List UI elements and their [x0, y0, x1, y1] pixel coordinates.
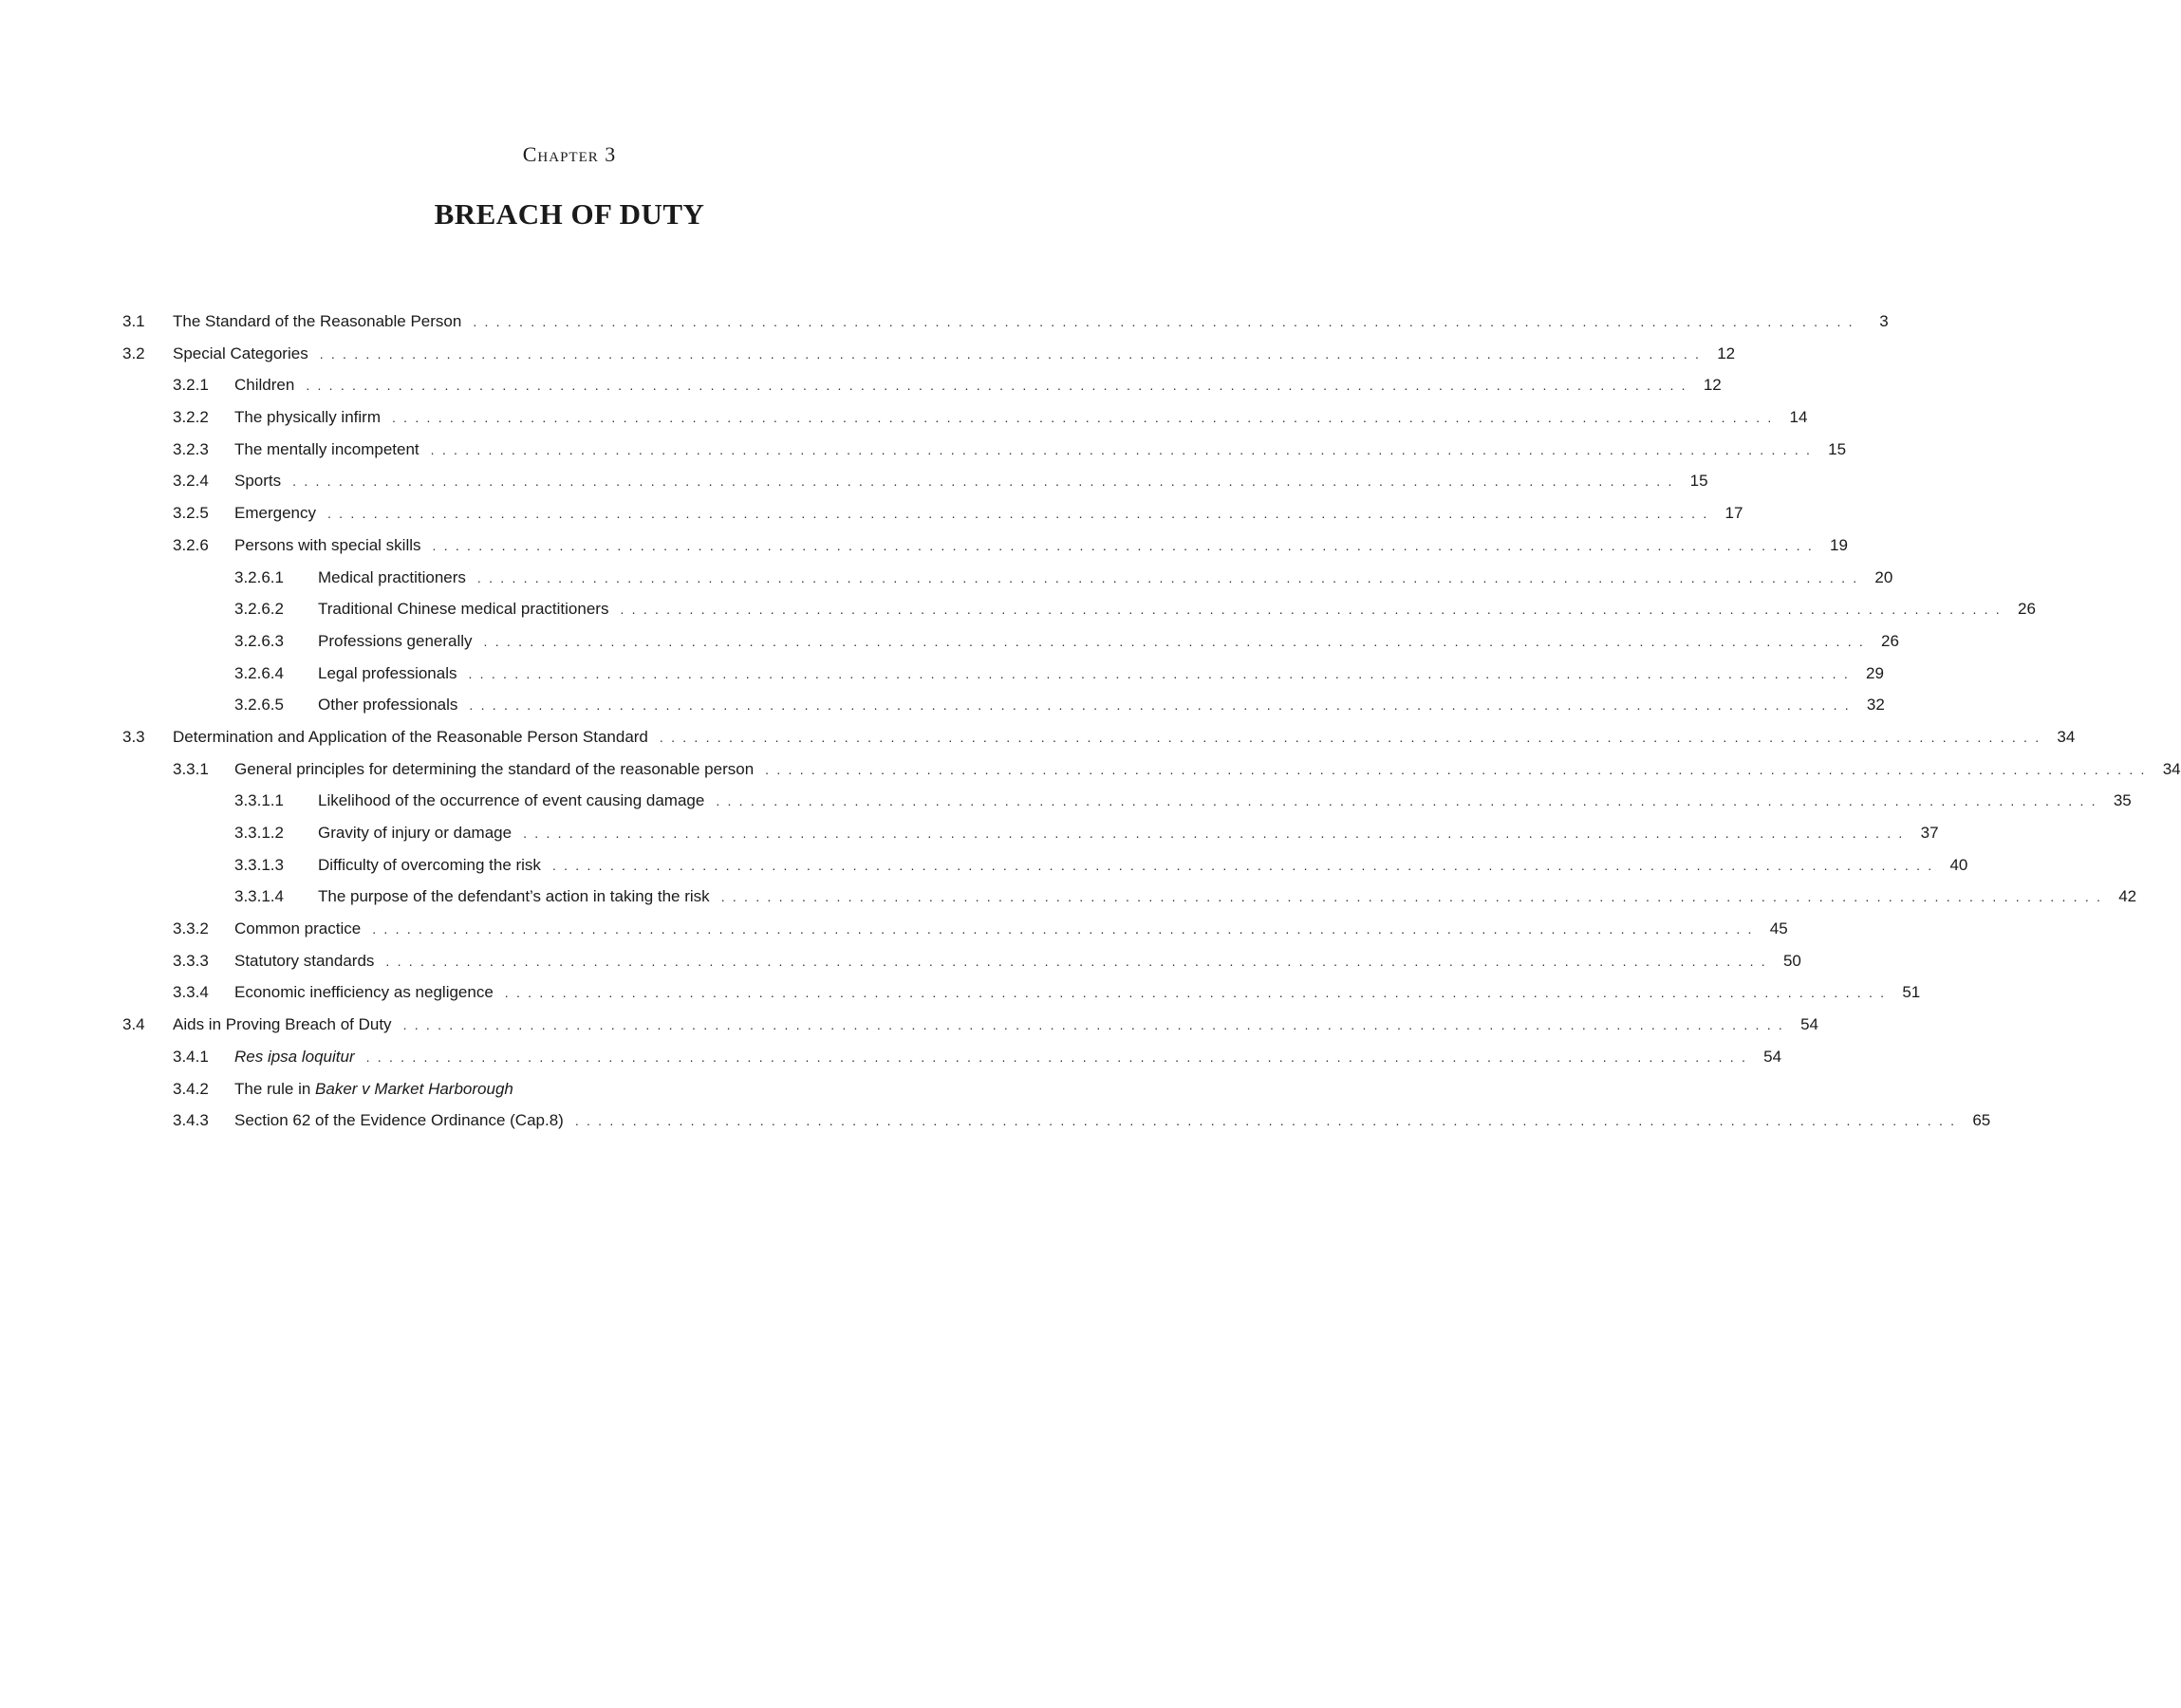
- toc-entry-page: 15: [1828, 439, 1847, 458]
- toc-entry-number: 3.3.2: [173, 919, 209, 938]
- toc-entry[interactable]: [122, 849, 1968, 882]
- toc-dot-leader: . . . . . . . . . . . . . . . . . . . . . . . . . . . . . . . . . . . . . . . . . . . . . . . . . . . . . . . . . . . . . . . . . . . . . . . . . . . . . . . . . . . . . . . . . . . . . . . . . . . . . . . . . . . . . . . . . . . . . . . .: [473, 314, 1855, 329]
- toc-entry-page: 14: [1789, 408, 1808, 427]
- toc-dot-leader: . . . . . . . . . . . . . . . . . . . . . . . . . . . . . . . . . . . . . . . . . . . . . . . . . . . . . . . . . . . . . . . . . . . . . . . . . . . . . . . . . . . . . . . . . . . . . . . . . . . . . . . . . . . . . . . . . . . . . . . .: [523, 826, 1905, 841]
- toc-entry-page: 35: [2113, 791, 2132, 810]
- toc-entry[interactable]: [122, 529, 1848, 562]
- toc-dot-leader: . . . . . . . . . . . . . . . . . . . . . . . . . . . . . . . . . . . . . . . . . . . . . . . . . . . . . . . . . . . . . . . . . . . . . . . . . . . . . . . . . . . . . . . . . . . . . . . . . . . . . . . . . . . . . . . . . . . . . . . .: [306, 378, 1687, 394]
- toc-dot-leader: . . . . . . . . . . . . . . . . . . . . . . . . . . . . . . . . . . . . . . . . . . . . . . . . . . . . . . . . . . . . . . . . . . . . . . . . . . . . . . . . . . . . . . . . . . . . . . . . . . . . . . . . . . . . . . . . . . . . . . . .: [365, 1049, 1748, 1065]
- toc-entry-page: 54: [1800, 1015, 1818, 1034]
- toc-entry-title: Determination and Application of the Reasonable Person Standard: [173, 727, 648, 746]
- toc-dot-leader: . . . . . . . . . . . . . . . . . . . . . . . . . . . . . . . . . . . . . . . . . . . . . . . . . . . . . . . . . . . . . . . . . . . . . . . . . . . . . . . . . . . . . . . . . . . . . . . . . . . . . . . . . . . . . . . . . . . . . . . .: [402, 1017, 1784, 1033]
- toc-dot-leader: . . . . . . . . . . . . . . . . . . . . . . . . . . . . . . . . . . . . . . . . . . . . . . . . . . . . . . . . . . . . . . . . . . . . . . . . . . . . . . . . . . . . . . . . . . . . . . . . . . . . . . . . . . . . . . . . . . . . . . . .: [469, 697, 1851, 714]
- toc-entry-page: 15: [1689, 472, 1708, 491]
- toc-entry[interactable]: [122, 976, 1921, 1009]
- toc-entry-page: 65: [1972, 1111, 1991, 1130]
- toc-entry-page: 40: [1949, 855, 1968, 874]
- toc-entry[interactable]: [122, 1073, 1007, 1105]
- toc-entry-title: Persons with special skills: [234, 535, 421, 554]
- toc-dot-leader: . . . . . . . . . . . . . . . . . . . . . . . . . . . . . . . . . . . . . . . . . . . . . . . . . . . . . . . . . . . . . . . . . . . . . . . . . . . . . . . . . . . . . . . . . . . . . . . . . . . . . . . . . . . . . . . . . . . . . . . .: [476, 569, 1859, 585]
- toc-entry-title: Statutory standards: [234, 951, 375, 970]
- toc-dot-leader: . . . . . . . . . . . . . . . . . . . . . . . . . . . . . . . . . . . . . . . . . . . . . . . . . . . . . . . . . . . . . . . . . . . . . . . . . . . . . . . . . . . . . . . . . . . . . . . . . . . . . . . . . . . . . . . . . . . . . . . .: [292, 473, 1674, 490]
- toc-entry-number: 3.1: [122, 312, 145, 330]
- toc-entry-page: 45: [1769, 919, 1788, 938]
- toc-entry-number: 3.2.3: [173, 439, 209, 458]
- toc-entry[interactable]: [122, 1009, 1818, 1041]
- toc-entry-title: Gravity of injury or damage: [318, 824, 513, 842]
- toc-entry-number: 3.2: [122, 343, 145, 362]
- toc-entry-number: 3.4.2: [173, 1079, 209, 1098]
- toc-entry[interactable]: [122, 881, 2137, 913]
- toc-entry-number: 3.2.6.2: [234, 600, 284, 619]
- chapter-label: Chapter 3: [522, 142, 617, 166]
- toc-entry-title: Legal professionals: [318, 663, 457, 682]
- toc-entry[interactable]: [122, 913, 1788, 945]
- toc-entry-number: 3.2.5: [173, 504, 209, 523]
- table-of-contents: [122, 306, 2181, 1137]
- toc-dot-leader: . . . . . . . . . . . . . . . . . . . . . . . . . . . . . . . . . . . . . . . . . . . . . . . . . . . . . . . . . . . . . . . . . . . . . . . . . . . . . . . . . . . . . . . . . . . . . . . . . . . . . . . . . . . . . . . . . . . . . . . .: [765, 761, 2147, 777]
- toc-entry-title: Traditional Chinese medical practitioners: [318, 600, 609, 619]
- toc-entry-page: 29: [1866, 663, 1884, 682]
- toc-entry[interactable]: [122, 625, 1899, 658]
- toc-entry[interactable]: [122, 1105, 1991, 1137]
- toc-entry-title: The rule in Baker v Market Harborough: [234, 1079, 513, 1098]
- toc-entry-page: 12: [1703, 376, 1722, 395]
- toc-entry[interactable]: [122, 497, 1743, 529]
- toc-entry-number: 3.2.6.3: [234, 631, 284, 650]
- toc-entry[interactable]: [122, 753, 2181, 786]
- toc-entry-title: The mentally incompetent: [234, 439, 419, 458]
- toc-dot-leader: . . . . . . . . . . . . . . . . . . . . . . . . . . . . . . . . . . . . . . . . . . . . . . . . . . . . . . . . . . . . . . . . . . . . . . . . . . . . . . . . . . . . . . . . . . . . . . . . . . . . . . . . . . . . . . . . . . . . . . . .: [504, 985, 1887, 1001]
- toc-entry-number: 3.2.6.5: [234, 696, 284, 715]
- toc-dot-leader: . . . . . . . . . . . . . . . . . . . . . . . . . . . . . . . . . . . . . . . . . . . . . . . . . . . . . . . . . . . . . . . . . . . . . . . . . . . . . . . . . . . . . . . . . . . . . . . . . . . . . . . . . . . . . . . . . . . . . . . .: [392, 410, 1774, 426]
- toc-entry-page: 12: [1717, 343, 1736, 362]
- toc-entry-title: Sports: [234, 472, 282, 491]
- chapter-title: BREACH OF DUTY: [434, 197, 705, 231]
- toc-entry[interactable]: [122, 1041, 1782, 1073]
- toc-entry-number: 3.3.4: [173, 983, 209, 1002]
- toc-entry-page: 17: [1724, 504, 1743, 523]
- toc-entry-page: 51: [1902, 983, 1921, 1002]
- toc-entry[interactable]: [122, 338, 1736, 370]
- toc-entry-number: 3.2.6.1: [234, 567, 284, 586]
- toc-entry[interactable]: [122, 593, 2036, 625]
- toc-entry-title: Res ipsa loquitur: [234, 1047, 355, 1066]
- toc-entry-page: 34: [2057, 727, 2076, 746]
- toc-entry-title: Emergency: [234, 504, 316, 523]
- toc-dot-leader: . . . . . . . . . . . . . . . . . . . . . . . . . . . . . . . . . . . . . . . . . . . . . . . . . . . . . . . . . . . . . . . . . . . . . . . . . . . . . . . . . . . . . . . . . . . . . . . . . . . . . . . . . . . . . . . . . . . . . . . .: [430, 441, 1813, 457]
- toc-entry-page: 32: [1866, 696, 1885, 715]
- toc-entry[interactable]: [122, 658, 1884, 690]
- toc-entry-number: 3.2.6: [173, 535, 209, 554]
- toc-entry-title: The purpose of the defendant’s action in taking the risk: [318, 887, 710, 906]
- toc-entry[interactable]: [122, 817, 1939, 849]
- toc-entry-page: 19: [1830, 535, 1848, 554]
- toc-entry[interactable]: [122, 434, 1847, 466]
- toc-dot-leader: . . . . . . . . . . . . . . . . . . . . . . . . . . . . . . . . . . . . . . . . . . . . . . . . . . . . . . . . . . . . . . . . . . . . . . . . . . . . . . . . . . . . . . . . . . . . . . . . . . . . . . . . . . . . . . . . . . . . . . . .: [574, 1113, 1957, 1129]
- toc-dot-leader: . . . . . . . . . . . . . . . . . . . . . . . . . . . . . . . . . . . . . . . . . . . . . . . . . . . . . . . . . . . . . . . . . . . . . . . . . . . . . . . . . . . . . . . . . . . . . . . . . . . . . . . . . . . . . . . . . . . . . . . .: [326, 506, 1709, 522]
- toc-entry-title: Professions generally: [318, 631, 473, 650]
- toc-entry[interactable]: [122, 689, 1885, 721]
- toc-entry[interactable]: [122, 945, 1801, 977]
- toc-entry-title: Section 62 of the Evidence Ordinance (Cap.8): [234, 1111, 564, 1130]
- toc-entry-page: 37: [1920, 824, 1939, 842]
- toc-entry-title: Likelihood of the occurrence of event causing damage: [318, 791, 705, 810]
- toc-dot-leader: . . . . . . . . . . . . . . . . . . . . . . . . . . . . . . . . . . . . . . . . . . . . . . . . . . . . . . . . . . . . . . . . . . . . . . . . . . . . . . . . . . . . . . . . . . . . . . . . . . . . . . . . . . . . . . . . . . . . . . . .: [483, 633, 1865, 649]
- toc-entry-page: 3: [1879, 312, 1889, 330]
- toc-entry-title: Children: [234, 376, 295, 395]
- toc-dot-leader: . . . . . . . . . . . . . . . . . . . . . . . . . . . . . . . . . . . . . . . . . . . . . . . . . . . . . . . . . . . . . . . . . . . . . . . . . . . . . . . . . . . . . . . . . . . . . . . . . . . . . . . . . . . . . . . . . . . . . . . .: [432, 537, 1814, 553]
- toc-dot-leader: . . . . . . . . . . . . . . . . . . . . . . . . . . . . . . . . . . . . . . . . . . . . . . . . . . . . . . . . . . . . . . . . . . . . . . . . . . . . . . . . . . . . . . . . . . . . . . . . . . . . . . . . . . . . . . . . . . . . . . . .: [372, 921, 1754, 938]
- toc-entry-number: 3.4: [122, 1015, 145, 1034]
- toc-entry-number: 3.3.1.3: [234, 855, 284, 874]
- toc-dot-leader: . . . . . . . . . . . . . . . . . . . . . . . . . . . . . . . . . . . . . . . . . . . . . . . . . . . . . . . . . . . . . . . . . . . . . . . . . . . . . . . . . . . . . . . . . . . . . . . . . . . . . . . . . . . . . . . . . . . . . . . .: [319, 345, 1702, 362]
- toc-dot-leader: . . . . . . . . . . . . . . . . . . . . . . . . . . . . . . . . . . . . . . . . . . . . . . . . . . . . . . . . . . . . . . . . . . . . . . . . . . . . . . . . . . . . . . . . . . . . . . . . . . . . . . . . . . . . . . . . . . . . . . . .: [620, 602, 2002, 618]
- toc-entry-page: 26: [1881, 631, 1899, 650]
- toc-entry[interactable]: [122, 369, 1722, 401]
- toc-entry-page: 26: [2017, 600, 2036, 619]
- toc-entry-title: Special Categories: [173, 343, 308, 362]
- toc-entry-number: 3.2.6.4: [234, 663, 284, 682]
- toc-entry-page: 34: [2162, 759, 2181, 778]
- toc-entry[interactable]: [122, 401, 1808, 434]
- toc-entry-number: 3.3.1.2: [234, 824, 284, 842]
- toc-dot-leader: . . . . . . . . . . . . . . . . . . . . . . . . . . . . . . . . . . . . . . . . . . . . . . . . . . . . . . . . . . . . . . . . . . . . . . . . . . . . . . . . . . . . . . . . . . . . . . . . . . . . . . . . . . . . . . . . . . . . . . . .: [551, 857, 1934, 873]
- toc-entry-title: The Standard of the Reasonable Person: [173, 312, 462, 330]
- toc-entry[interactable]: [122, 465, 1708, 497]
- toc-entry-number: 3.2.1: [173, 376, 209, 395]
- toc-entry-title: Aids in Proving Breach of Duty: [173, 1015, 392, 1034]
- toc-entry[interactable]: [122, 306, 1889, 338]
- toc-entry-title: General principles for determining the standard of the reasonable person: [234, 759, 755, 778]
- toc-entry-title: Common practice: [234, 919, 362, 938]
- toc-entry-number: 3.3: [122, 727, 145, 746]
- toc-dot-leader: . . . . . . . . . . . . . . . . . . . . . . . . . . . . . . . . . . . . . . . . . . . . . . . . . . . . . . . . . . . . . . . . . . . . . . . . . . . . . . . . . . . . . . . . . . . . . . . . . . . . . . . . . . . . . . . . . . . . . . . .: [720, 889, 2103, 905]
- toc-entry[interactable]: [122, 721, 2076, 753]
- toc-entry-title: Medical practitioners: [318, 567, 466, 586]
- toc-dot-leader: . . . . . . . . . . . . . . . . . . . . . . . . . . . . . . . . . . . . . . . . . . . . . . . . . . . . . . . . . . . . . . . . . . . . . . . . . . . . . . . . . . . . . . . . . . . . . . . . . . . . . . . . . . . . . . . . . . . . . . . .: [468, 665, 1850, 681]
- toc-entry-number: 3.3.1.1: [234, 791, 284, 810]
- toc-entry-page: 20: [1874, 567, 1893, 586]
- toc-entry[interactable]: [122, 785, 2132, 817]
- toc-entry-title: Economic inefficiency as negligence: [234, 983, 494, 1002]
- toc-entry-page: 42: [2118, 887, 2137, 906]
- toc-entry-number: 3.3.1: [173, 759, 209, 778]
- toc-entry-number: 3.3.1.4: [234, 887, 284, 906]
- toc-entry-title: Difficulty of overcoming the risk: [318, 855, 541, 874]
- toc-entry[interactable]: [122, 562, 1893, 594]
- toc-entry-page: 54: [1763, 1047, 1782, 1066]
- toc-entry-title: Other professionals: [318, 696, 458, 715]
- toc-entry-number: 3.2.4: [173, 472, 209, 491]
- toc-entry-number: 3.2.2: [173, 408, 209, 427]
- toc-entry-title: The physically infirm: [234, 408, 381, 427]
- toc-dot-leader: . . . . . . . . . . . . . . . . . . . . . . . . . . . . . . . . . . . . . . . . . . . . . . . . . . . . . . . . . . . . . . . . . . . . . . . . . . . . . . . . . . . . . . . . . . . . . . . . . . . . . . . . . . . . . . . . . . . . . . . .: [716, 793, 2097, 809]
- toc-entry-number: 3.4.3: [173, 1111, 209, 1130]
- toc-entry-page: 50: [1782, 951, 1801, 970]
- toc-dot-leader: . . . . . . . . . . . . . . . . . . . . . . . . . . . . . . . . . . . . . . . . . . . . . . . . . . . . . . . . . . . . . . . . . . . . . . . . . . . . . . . . . . . . . . . . . . . . . . . . . . . . . . . . . . . . . . . . . . . . . . . .: [659, 729, 2041, 745]
- toc-dot-leader: . . . . . . . . . . . . . . . . . . . . . . . . . . . . . . . . . . . . . . . . . . . . . . . . . . . . . . . . . . . . . . . . . . . . . . . . . . . . . . . . . . . . . . . . . . . . . . . . . . . . . . . . . . . . . . . . . . . . . . . .: [385, 953, 1767, 969]
- toc-entry-number: 3.4.1: [173, 1047, 209, 1066]
- toc-entry-number: 3.3.3: [173, 951, 209, 970]
